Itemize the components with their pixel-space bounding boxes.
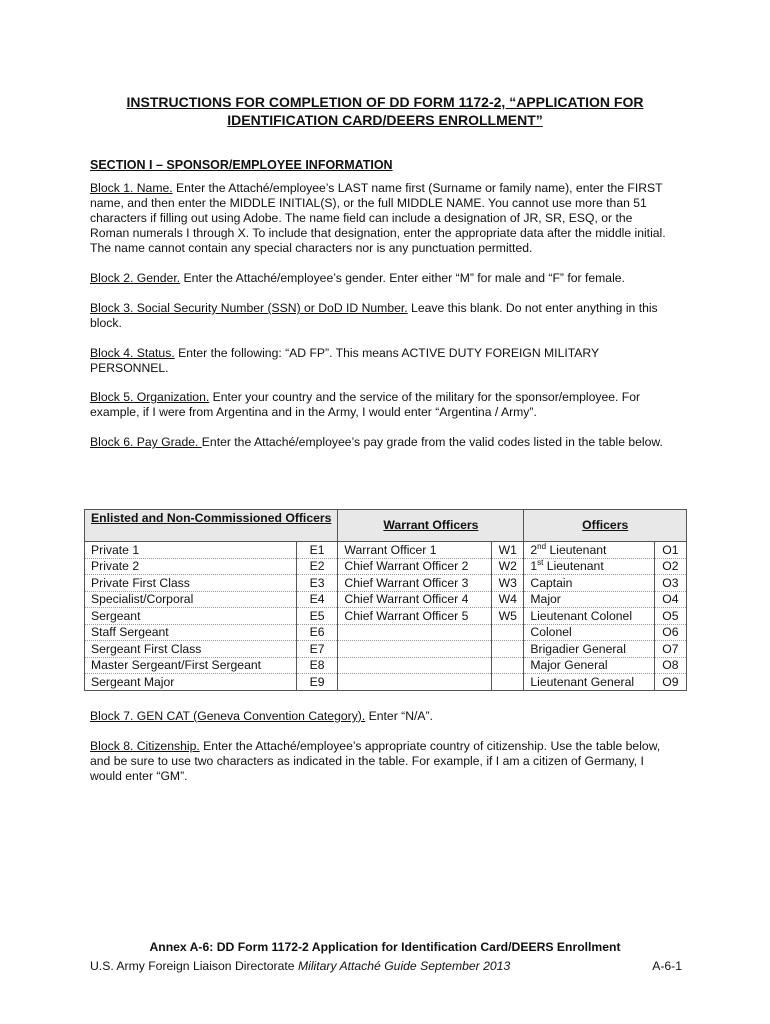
officer-rank: Major: [524, 591, 654, 608]
block-3-text: Leave this blank. Do not enter anything in this block.: [90, 301, 658, 330]
document-title: INSTRUCTIONS FOR COMPLETION OF DD FORM 1172-2, “APPLICATION FOR IDENTIFICATION CARD/DEERS ENROLLMENT”: [126, 94, 644, 128]
block-5-text: Enter your country and the service of the military for the sponsor/employee. For example, if I were from Argentina and in the Army, I would enter “Argentina / Army”.: [90, 390, 641, 419]
officer-code: O8: [654, 657, 686, 674]
officer-code: O1: [654, 542, 686, 559]
warrant-rank: [338, 674, 492, 691]
officer-code: O9: [654, 674, 686, 691]
officer-code: O7: [654, 641, 686, 658]
enlisted-code: E3: [296, 575, 338, 592]
warrant-code: W4: [492, 591, 524, 608]
officer-rank: Brigadier General: [524, 641, 654, 658]
table-row: [85, 542, 687, 559]
block-6-paragraph: [90, 435, 672, 450]
officer-code: O4: [654, 591, 686, 608]
block-2-label: Block 2. Gender.: [90, 271, 181, 285]
enlisted-rank: Private 1: [85, 542, 297, 559]
enlisted-header: Enlisted and Non-Commissioned Officers: [85, 510, 338, 542]
warrant-code: [492, 641, 524, 658]
block-8-paragraph: [90, 739, 672, 784]
warrant-rank: Chief Warrant Officer 2: [338, 558, 492, 575]
enlisted-rank: Specialist/Corporal: [85, 591, 297, 608]
warrant-rank: [338, 657, 492, 674]
warrant-code: [492, 674, 524, 691]
officer-code: O3: [654, 575, 686, 592]
officer-rank: Major General: [524, 657, 654, 674]
officer-rank: Colonel: [524, 624, 654, 641]
warrant-rank: [338, 641, 492, 658]
officer-rank: 1st Lieutenant: [524, 558, 654, 575]
table-row: [85, 575, 687, 592]
enlisted-rank: Sergeant Major: [85, 674, 297, 691]
enlisted-code: E8: [296, 657, 338, 674]
officer-code: O6: [654, 624, 686, 641]
warrant-rank: Chief Warrant Officer 3: [338, 575, 492, 592]
table-row: [85, 624, 687, 641]
footer-org: U.S. Army Foreign Liaison Directorate: [90, 959, 298, 973]
officers-header: Officers: [524, 510, 687, 542]
page-number: A-6-1: [652, 959, 682, 973]
table-row: [85, 591, 687, 608]
table-header-row: [85, 510, 687, 542]
warrant-header: Warrant Officers: [338, 510, 524, 542]
enlisted-code: E2: [296, 558, 338, 575]
block-3-label: Block 3. Social Security Number (SSN) or DoD ID Number.: [90, 301, 408, 315]
enlisted-rank: Private First Class: [85, 575, 297, 592]
table-row: [85, 558, 687, 575]
enlisted-rank: Staff Sergeant: [85, 624, 297, 641]
warrant-rank: Chief Warrant Officer 4: [338, 591, 492, 608]
enlisted-rank: Sergeant: [85, 608, 297, 625]
officer-rank: Lieutenant Colonel: [524, 608, 654, 625]
block-5-label: Block 5. Organization.: [90, 390, 210, 404]
warrant-rank: Chief Warrant Officer 5: [338, 608, 492, 625]
block-5-paragraph: [90, 390, 672, 420]
enlisted-code: E6: [296, 624, 338, 641]
block-7-text: Enter “N/A”.: [365, 709, 433, 723]
block-2-paragraph: [90, 271, 672, 286]
warrant-code: W1: [492, 542, 524, 559]
officer-rank-label: Lieutenant: [546, 559, 604, 573]
enlisted-rank: Sergeant First Class: [85, 641, 297, 658]
officer-rank: 2nd Lieutenant: [524, 542, 654, 559]
page-footer: [90, 959, 682, 973]
warrant-code: [492, 657, 524, 674]
table-row: [85, 641, 687, 658]
block-1-paragraph: [90, 181, 672, 256]
block-8-label: Block 8. Citizenship.: [90, 739, 200, 753]
block-4-paragraph: [90, 346, 672, 376]
officer-code: O2: [654, 558, 686, 575]
block-1-label: Block 1. Name.: [90, 181, 173, 195]
block-2-text: Enter the Attaché/employee’s gender. Enter either “M” for male and “F” for female.: [180, 271, 625, 285]
block-8-text: Enter the Attaché/employee’s appropriate country of citizenship. Use the table below, and be sure to use two characters as indicated in the table. For example, if I am a citizen of Germany, I would enter “GM”.: [90, 739, 661, 783]
enlisted-code: E4: [296, 591, 338, 608]
block-4-label: Block 4. Status.: [90, 346, 175, 360]
enlisted-code: E1: [296, 542, 338, 559]
block-7-paragraph: [90, 709, 672, 724]
annex-footer: Annex A-6: DD Form 1172-2 Application for Identification Card/DEERS Enrollment: [149, 940, 621, 954]
block-7-label: Block 7. GEN CAT (Geneva Convention Category).: [90, 709, 366, 723]
section-heading: SECTION I – SPONSOR/EMPLOYEE INFORMATION: [90, 158, 393, 172]
pay-grade-table: [84, 509, 687, 691]
table-row: [85, 674, 687, 691]
warrant-rank: Warrant Officer 1: [338, 542, 492, 559]
officer-code: O5: [654, 608, 686, 625]
enlisted-rank: Master Sergeant/First Sergeant: [85, 657, 297, 674]
block-3-paragraph: [90, 301, 672, 331]
warrant-code: W3: [492, 575, 524, 592]
warrant-rank: [338, 624, 492, 641]
officer-rank: Captain: [524, 575, 654, 592]
warrant-code: [492, 624, 524, 641]
enlisted-rank: Private 2: [85, 558, 297, 575]
officer-rank: Lieutenant General: [524, 674, 654, 691]
table-row: [85, 657, 687, 674]
block-1-text: Enter the Attaché/employee’s LAST name first (Surname or family name), enter the FIRST name, and then enter the MIDDLE INITIAL(S), or the full MIDDLE NAME. You cannot use more than 51 characters if filling out using Adobe. The name field can include a designation of JR, SR, ESQ, or the Roman numerals I through X. To include that designation, enter the appropriate data after the middle initial. The name cannot contain any special characters nor is any punctuation permitted.: [90, 181, 666, 255]
officer-rank-label: Lieutenant: [549, 542, 607, 557]
warrant-code: W2: [492, 558, 524, 575]
enlisted-code: E5: [296, 608, 338, 625]
block-6-text: Enter the Attaché/employee’s pay grade from the valid codes listed in the table below.: [201, 435, 663, 449]
block-4-text: Enter the following: “AD FP”. This means ACTIVE DUTY FOREIGN MILITARY PERSONNEL.: [90, 346, 599, 375]
warrant-code: W5: [492, 608, 524, 625]
enlisted-code: E9: [296, 674, 338, 691]
block-6-label: Block 6. Pay Grade.: [90, 435, 202, 449]
table-row: [85, 608, 687, 625]
footer-guide: Military Attaché Guide September 2013: [297, 959, 511, 973]
enlisted-code: E7: [296, 641, 338, 658]
